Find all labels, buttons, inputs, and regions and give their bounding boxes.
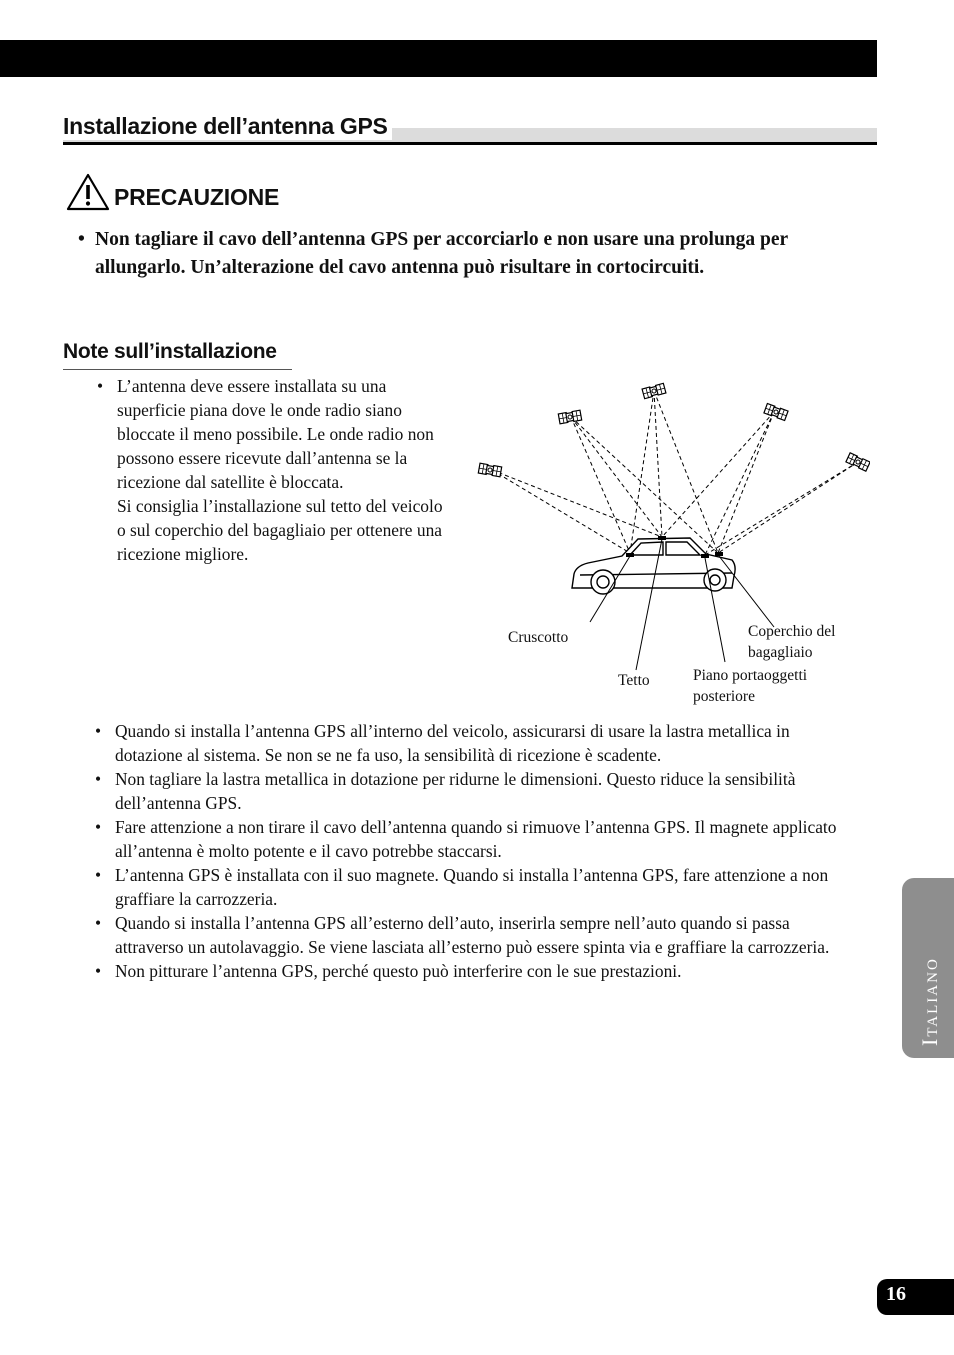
satellite-1-icon: [478, 463, 501, 477]
bullet: •: [95, 865, 102, 885]
note-text: Fare attenzione a non tirare il cavo dell’antenna quando si rimuove l’antenna GPS. Il magnete applicato all’antenna è molto potente e il cavo potrebbe staccarsi.: [115, 817, 837, 861]
notes-title: Note sull’installazione: [63, 340, 277, 363]
list-item: [95, 815, 855, 863]
header-bar: [0, 40, 877, 77]
note-text: Non tagliare la lastra metallica in dotazione per ridurne le dimensioni. Questo riduce la sensibilità dell’antenna GPS.: [115, 769, 796, 813]
bullet: •: [78, 229, 85, 250]
caution-text: Non tagliare il cavo dell’antenna GPS per accorciarlo e non usare una prolunga per allungarlo. Un’alterazione del cavo antenna può risultare in cortocircuiti.: [95, 229, 788, 278]
satellite-3-icon: [642, 383, 666, 398]
page-number: [877, 1279, 954, 1315]
list-item: [97, 374, 447, 566]
note-text: L’antenna GPS è installata con il suo magnete. Quando si installa l’antenna GPS, fare attenzione a non graffiare la carrozzeria.: [115, 865, 829, 909]
note-text: Quando si installa l’antenna GPS all’esterno dell’auto, inserirla sempre nell’auto quando si passa attraverso un autolavaggio. Se viene lasciata all’esterno può essere spinta via e graffiare la carrozzeria.: [115, 913, 830, 957]
list-item: [95, 767, 855, 815]
label-tetto: Tetto: [618, 672, 650, 689]
page-number-text: 16: [886, 1283, 906, 1305]
antenna-position-diagram: [470, 370, 870, 715]
notes-list: [95, 719, 855, 983]
list-item: [95, 959, 855, 983]
page-title: Installazione dell’antenna GPS: [63, 112, 392, 140]
language-label: Italiano: [917, 957, 942, 1046]
label-cruscotto: Cruscotto: [508, 629, 569, 646]
note-text-p2: Si consiglia l’installazione sul tetto del veicolo o sul coperchio del bagagliaio per ottenere una ricezione migliore.: [117, 496, 443, 564]
signal-lines: [492, 391, 858, 555]
note-text-p1: L’antenna deve essere installata su una superficie piana dove le onde radio siano bloccate il meno possibile. Le onde radio non possono essere ricevute dall’antenna se la ricezione dal satellite è bloccata.: [117, 376, 434, 492]
list-item: [95, 911, 855, 959]
satellite-2-icon: [558, 410, 581, 424]
bullet: •: [95, 961, 102, 981]
heading-rule: [63, 142, 877, 145]
notes-heading: [63, 337, 292, 370]
caution-item: [78, 226, 858, 281]
label-piano-line1: Piano portaoggetti: [693, 667, 808, 684]
list-item: [95, 719, 855, 767]
section-heading: [63, 112, 877, 146]
satellite-4-icon: [764, 404, 788, 421]
bullet: •: [95, 769, 102, 789]
car-satellite-illustration: [470, 370, 870, 715]
warning-triangle-icon: [66, 172, 110, 212]
note-text: Non pitturare l’antenna GPS, perché questo può interferire con le sue prestazioni.: [115, 961, 682, 981]
satellite-5-icon: [846, 453, 870, 471]
caution-title: PRECAUZIONE: [114, 184, 280, 210]
bullet: •: [95, 913, 102, 933]
language-tab: [902, 878, 954, 1058]
label-coperchio-line1: Coperchio del: [748, 623, 836, 640]
bullet: •: [97, 376, 104, 396]
bullet: •: [95, 817, 102, 837]
label-coperchio-line2: bagagliaio: [748, 644, 813, 661]
label-piano-line2: posteriore: [693, 688, 755, 705]
bullet: •: [95, 721, 102, 741]
list-item: [95, 863, 855, 911]
note-text: Quando si installa l’antenna GPS all’interno del veicolo, assicurarsi di usare la lastra metallica in dotazione al sistema. Se non se ne fa uso, la sensibilità di ricezione è scadente.: [115, 721, 790, 765]
